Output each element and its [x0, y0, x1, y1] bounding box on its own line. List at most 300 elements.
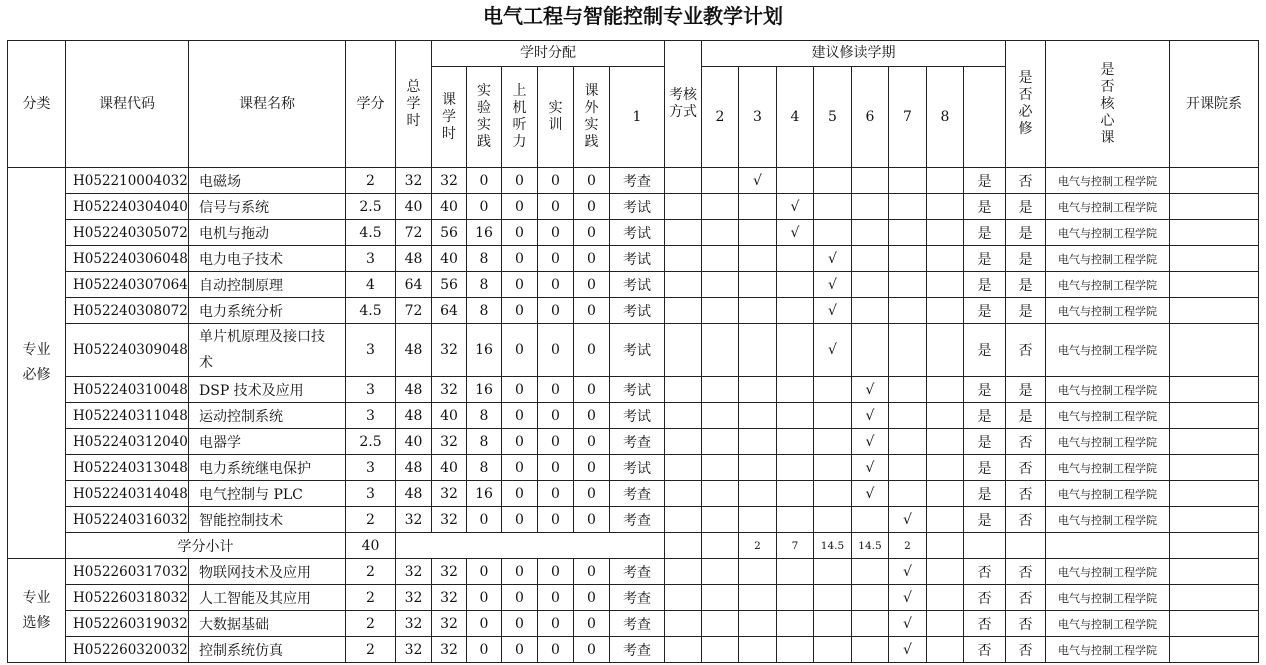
- department-cell: 电气与控制工程学院: [1046, 194, 1170, 220]
- semester-6-cell: [852, 168, 889, 194]
- required-cell: 否: [964, 585, 1006, 611]
- subtotal-blank-cell: [396, 533, 665, 559]
- course-name-cell: 智能控制技术: [189, 507, 346, 533]
- credit-cell: 3: [346, 377, 396, 403]
- credit-cell: 2: [346, 637, 396, 663]
- extra-hours-cell: 0: [574, 324, 610, 377]
- semester-1-cell: [665, 220, 702, 246]
- semester-4-cell: [777, 298, 814, 324]
- core-cell: 否: [1006, 559, 1046, 585]
- semester-2-cell: [702, 403, 739, 429]
- semester-7-cell: √: [889, 507, 927, 533]
- lecture-hours-cell: 32: [432, 585, 467, 611]
- semester-8-cell: [927, 194, 964, 220]
- semester-1-cell: [665, 585, 702, 611]
- semester-3-cell: [739, 429, 777, 455]
- semester-2-cell: [702, 559, 739, 585]
- course-code-cell: H052210004032: [66, 168, 189, 194]
- lecture-hours-cell: 56: [432, 220, 467, 246]
- extra-hours-cell: 0: [574, 507, 610, 533]
- training-hours-cell: 0: [538, 168, 574, 194]
- semester-7-cell: [889, 194, 927, 220]
- table-body: [8, 168, 1259, 663]
- course-code-cell: H052240306048: [66, 246, 189, 272]
- category-cell: 专业 选修: [8, 559, 66, 663]
- semester-7-cell: √: [889, 585, 927, 611]
- total-hours-cell: 72: [396, 220, 432, 246]
- semester-5-cell: [814, 481, 852, 507]
- semester-5-cell: [814, 455, 852, 481]
- semester-1-cell: [665, 194, 702, 220]
- credit-cell: 2: [346, 559, 396, 585]
- experiment-hours-cell: 16: [467, 220, 502, 246]
- semester-6-cell: [852, 559, 889, 585]
- experiment-hours-cell: 8: [467, 429, 502, 455]
- semester-3-cell: [739, 220, 777, 246]
- total-hours-cell: 32: [396, 637, 432, 663]
- computer-hours-cell: 0: [502, 298, 538, 324]
- total-hours-cell: 48: [396, 481, 432, 507]
- extra-hours-cell: 0: [574, 585, 610, 611]
- semester-6-cell: √: [852, 455, 889, 481]
- semester-5-cell: [814, 377, 852, 403]
- semester-1-cell: [665, 246, 702, 272]
- experiment-hours-cell: 8: [467, 246, 502, 272]
- semester-8-cell: [927, 298, 964, 324]
- semester-6-header: 6: [852, 67, 889, 168]
- teaching-plan-table: [7, 40, 1259, 663]
- semester-1-cell: [665, 637, 702, 663]
- core-cell: 是: [1006, 194, 1046, 220]
- assessment-header: 考核 方式: [665, 41, 702, 168]
- course-code-cell: H052240313048: [66, 455, 189, 481]
- semester-1-cell: [665, 429, 702, 455]
- subtotal-direction-cell: [1170, 533, 1259, 559]
- semester-3-cell: [739, 637, 777, 663]
- semester-4-header: 4: [777, 67, 814, 168]
- training-hours-cell: 0: [538, 429, 574, 455]
- semester-4-cell: √: [777, 194, 814, 220]
- semester-8-cell: [927, 272, 964, 298]
- department-cell: 电气与控制工程学院: [1046, 246, 1170, 272]
- credit-cell: 2.5: [346, 429, 396, 455]
- semester-1-cell: [665, 272, 702, 298]
- department-cell: 电气与控制工程学院: [1046, 585, 1170, 611]
- training-hours-cell: 0: [538, 324, 574, 377]
- semester-7-cell: [889, 246, 927, 272]
- direction-cell: [1170, 559, 1259, 585]
- experiment-hours-cell: 0: [467, 637, 502, 663]
- experiment-hours-cell: 0: [467, 168, 502, 194]
- category-header: 分类: [8, 41, 66, 168]
- assessment-cell: 考查: [610, 168, 665, 194]
- experiment-hours-cell: 8: [467, 272, 502, 298]
- semester-1-cell: [665, 377, 702, 403]
- core-cell: 是: [1006, 272, 1046, 298]
- experiment-hours-cell: 0: [467, 507, 502, 533]
- extra-hours-cell: 0: [574, 481, 610, 507]
- total-hours-cell: 32: [396, 507, 432, 533]
- table-row: [8, 637, 1259, 663]
- direction-cell: [1170, 220, 1259, 246]
- direction-cell: [1170, 377, 1259, 403]
- course-code-cell: H052240307064: [66, 272, 189, 298]
- computer-hours-cell: 0: [502, 455, 538, 481]
- semester-3-cell: [739, 481, 777, 507]
- computer-hours-cell: 0: [502, 611, 538, 637]
- semester-3-cell: [739, 507, 777, 533]
- assessment-cell: 考试: [610, 403, 665, 429]
- course-name-cell: 电气控制与 PLC: [189, 481, 346, 507]
- required-cell: 是: [964, 194, 1006, 220]
- course-name-cell: 人工智能及其应用: [189, 585, 346, 611]
- subtotal-semester-7-cell: 2: [889, 533, 927, 559]
- table-row: [8, 611, 1259, 637]
- experiment-hours-cell: 8: [467, 403, 502, 429]
- department-cell: 电气与控制工程学院: [1046, 507, 1170, 533]
- semester-3-cell: [739, 611, 777, 637]
- assessment-cell: 考查: [610, 429, 665, 455]
- table-row: [8, 194, 1259, 220]
- computer-hours-cell: 0: [502, 272, 538, 298]
- assessment-cell: 考试: [610, 377, 665, 403]
- semester-8-cell: [927, 637, 964, 663]
- required-cell: 是: [964, 455, 1006, 481]
- extra-hours-cell: 0: [574, 168, 610, 194]
- computer-header: 上 机 听 力: [502, 67, 538, 168]
- direction-cell: [1170, 585, 1259, 611]
- semester-3-header: 3: [739, 67, 777, 168]
- semester-2-header: 2: [702, 67, 739, 168]
- semester-7-cell: [889, 272, 927, 298]
- assessment-cell: 考试: [610, 298, 665, 324]
- direction-cell: [1170, 246, 1259, 272]
- subtotal-semester-2-cell: [702, 533, 739, 559]
- extra-practice-header: 课 外 实 践: [574, 67, 610, 168]
- subtotal-semester-5-cell: 14.5: [814, 533, 852, 559]
- extra-hours-cell: 0: [574, 611, 610, 637]
- lecture-hours-cell: 56: [432, 272, 467, 298]
- assessment-cell: 考查: [610, 611, 665, 637]
- extra-hours-cell: 0: [574, 559, 610, 585]
- credit-header: 学分: [346, 41, 396, 168]
- experiment-hours-cell: 16: [467, 481, 502, 507]
- semester-1-cell: [665, 481, 702, 507]
- required-header: 是 否 必 修: [1006, 41, 1046, 168]
- semester-2-cell: [702, 324, 739, 377]
- lecture-hours-cell: 32: [432, 637, 467, 663]
- core-cell: 否: [1006, 585, 1046, 611]
- name-header: 课程名称: [189, 41, 346, 168]
- semester-1-header: 1: [610, 67, 665, 168]
- training-hours-cell: 0: [538, 507, 574, 533]
- semester-8-cell: [927, 481, 964, 507]
- computer-hours-cell: 0: [502, 377, 538, 403]
- hours-group-header: 学时分配: [432, 41, 665, 67]
- lecture-hours-cell: 32: [432, 324, 467, 377]
- course-name-cell: 电磁场: [189, 168, 346, 194]
- subtotal-core-cell: [1006, 533, 1046, 559]
- assessment-cell: 考查: [610, 559, 665, 585]
- training-header: 实 训: [538, 67, 574, 168]
- semester-6-cell: [852, 585, 889, 611]
- total-hours-cell: 64: [396, 272, 432, 298]
- lecture-hours-cell: 32: [432, 559, 467, 585]
- subtotal-semester-4-cell: 7: [777, 533, 814, 559]
- core-cell: 否: [1006, 637, 1046, 663]
- semester-5-cell: [814, 168, 852, 194]
- semester-8-cell: [927, 220, 964, 246]
- semester-1-cell: [665, 507, 702, 533]
- lecture-hours-cell: 40: [432, 246, 467, 272]
- required-cell: 是: [964, 429, 1006, 455]
- semester-7-cell: [889, 324, 927, 377]
- total-hours-cell: 32: [396, 611, 432, 637]
- course-code-cell: H052240309048: [66, 324, 189, 377]
- lecture-hours-cell: 32: [432, 611, 467, 637]
- total-hours-cell: 48: [396, 377, 432, 403]
- required-cell: 是: [964, 298, 1006, 324]
- semester-5-cell: [814, 611, 852, 637]
- semester-4-cell: [777, 585, 814, 611]
- semester-3-cell: [739, 585, 777, 611]
- direction-cell: [1170, 403, 1259, 429]
- credit-cell: 2: [346, 507, 396, 533]
- required-cell: 是: [964, 324, 1006, 377]
- core-header: 是 否 核 心 课: [1046, 41, 1170, 168]
- semester-4-cell: [777, 481, 814, 507]
- lecture-hours-cell: 32: [432, 481, 467, 507]
- course-name-cell: 电力系统分析: [189, 298, 346, 324]
- semester-1-cell: [665, 168, 702, 194]
- department-cell: 电气与控制工程学院: [1046, 272, 1170, 298]
- subtotal-semester-3-cell: 2: [739, 533, 777, 559]
- training-hours-cell: 0: [538, 246, 574, 272]
- course-name-cell: 自动控制原理: [189, 272, 346, 298]
- direction-cell: [1170, 272, 1259, 298]
- core-cell: 否: [1006, 455, 1046, 481]
- semester-3-cell: [739, 377, 777, 403]
- core-cell: 否: [1006, 324, 1046, 377]
- direction-cell: [1170, 481, 1259, 507]
- assessment-cell: 考查: [610, 637, 665, 663]
- course-code-cell: H052260317032: [66, 559, 189, 585]
- experiment-hours-cell: 8: [467, 455, 502, 481]
- semester-1-cell: [665, 324, 702, 377]
- department-cell: 电气与控制工程学院: [1046, 324, 1170, 377]
- total-hours-cell: 32: [396, 559, 432, 585]
- semester-2-cell: [702, 455, 739, 481]
- semester-8-cell: [927, 559, 964, 585]
- semester-3-cell: √: [739, 168, 777, 194]
- credit-cell: 2.5: [346, 194, 396, 220]
- credit-cell: 4.5: [346, 220, 396, 246]
- semester-4-cell: [777, 637, 814, 663]
- semester-6-cell: √: [852, 481, 889, 507]
- extra-hours-cell: 0: [574, 637, 610, 663]
- assessment-cell: 考试: [610, 272, 665, 298]
- training-hours-cell: 0: [538, 455, 574, 481]
- extra-hours-cell: 0: [574, 377, 610, 403]
- semester-5-cell: [814, 194, 852, 220]
- training-hours-cell: 0: [538, 377, 574, 403]
- semester-7-header: 7: [889, 67, 927, 168]
- core-cell: 是: [1006, 220, 1046, 246]
- department-cell: 电气与控制工程学院: [1046, 455, 1170, 481]
- credit-cell: 4.5: [346, 298, 396, 324]
- core-cell: 否: [1006, 611, 1046, 637]
- extra-hours-cell: 0: [574, 194, 610, 220]
- semester-5-cell: [814, 559, 852, 585]
- semester-8-cell: [927, 403, 964, 429]
- computer-hours-cell: 0: [502, 246, 538, 272]
- semester-3-cell: [739, 324, 777, 377]
- required-cell: 是: [964, 168, 1006, 194]
- experiment-header: 实 验 实 践: [467, 67, 502, 168]
- lecture-hours-cell: 32: [432, 168, 467, 194]
- credit-cell: 2: [346, 168, 396, 194]
- extra-hours-cell: 0: [574, 298, 610, 324]
- training-hours-cell: 0: [538, 220, 574, 246]
- assessment-cell: 考查: [610, 585, 665, 611]
- lecture-hours-cell: 40: [432, 455, 467, 481]
- table-row: [8, 481, 1259, 507]
- table-row: [8, 272, 1259, 298]
- required-cell: 是: [964, 507, 1006, 533]
- total-hours-cell: 48: [396, 455, 432, 481]
- assessment-cell: 考试: [610, 455, 665, 481]
- semester-8-cell: [927, 611, 964, 637]
- semester-5-cell: [814, 220, 852, 246]
- core-cell: 是: [1006, 377, 1046, 403]
- course-code-cell: H052240304040: [66, 194, 189, 220]
- table-row: [8, 324, 1259, 377]
- total-hours-cell: 72: [396, 298, 432, 324]
- semester-2-cell: [702, 298, 739, 324]
- semester-7-cell: [889, 403, 927, 429]
- experiment-hours-cell: 0: [467, 559, 502, 585]
- semester-4-cell: [777, 455, 814, 481]
- table-row: [8, 246, 1259, 272]
- semester-8-cell: [927, 429, 964, 455]
- semester-5-cell: [814, 507, 852, 533]
- semester-2-cell: [702, 168, 739, 194]
- department-cell: 电气与控制工程学院: [1046, 403, 1170, 429]
- semester-7-cell: [889, 298, 927, 324]
- semester-3-cell: [739, 455, 777, 481]
- semester-2-cell: [702, 272, 739, 298]
- total-hours-cell: 48: [396, 246, 432, 272]
- extra-hours-cell: 0: [574, 403, 610, 429]
- table-row: [8, 220, 1259, 246]
- semester-1-cell: [665, 298, 702, 324]
- required-cell: 是: [964, 403, 1006, 429]
- semester-3-cell: [739, 272, 777, 298]
- credit-cell: 3: [346, 481, 396, 507]
- training-hours-cell: 0: [538, 611, 574, 637]
- total-hours-cell: 48: [396, 324, 432, 377]
- table-row: [8, 298, 1259, 324]
- semester-6-cell: [852, 637, 889, 663]
- semester-5-header: 5: [814, 67, 852, 168]
- total-hours-cell: 40: [396, 194, 432, 220]
- computer-hours-cell: 0: [502, 481, 538, 507]
- training-hours-cell: 0: [538, 559, 574, 585]
- semester-7-cell: √: [889, 559, 927, 585]
- semester-3-cell: [739, 194, 777, 220]
- semester-7-cell: [889, 481, 927, 507]
- course-code-cell: H052260318032: [66, 585, 189, 611]
- table-row: [8, 377, 1259, 403]
- training-hours-cell: 0: [538, 298, 574, 324]
- subtotal-row: [8, 533, 1259, 559]
- page-title: 电气工程与智能控制专业教学计划: [483, 4, 783, 28]
- table-header: [8, 41, 1259, 168]
- semester-3-cell: [739, 403, 777, 429]
- required-cell: 是: [964, 246, 1006, 272]
- direction-cell: [1170, 429, 1259, 455]
- extra-hours-cell: 0: [574, 429, 610, 455]
- department-cell: 电气与控制工程学院: [1046, 611, 1170, 637]
- computer-hours-cell: 0: [502, 429, 538, 455]
- extra-hours-cell: 0: [574, 220, 610, 246]
- subtotal-semester-8-cell: [927, 533, 964, 559]
- department-cell: 电气与控制工程学院: [1046, 377, 1170, 403]
- credit-cell: 2: [346, 611, 396, 637]
- required-cell: 否: [964, 637, 1006, 663]
- required-cell: 是: [964, 481, 1006, 507]
- total-hours-cell: 48: [396, 403, 432, 429]
- semester-2-cell: [702, 611, 739, 637]
- core-cell: 否: [1006, 481, 1046, 507]
- required-cell: 是: [964, 220, 1006, 246]
- code-header: 课程代码: [66, 41, 189, 168]
- semester-8-header: 8: [927, 67, 964, 168]
- course-name-cell: 信号与系统: [189, 194, 346, 220]
- direction-cell: [1170, 507, 1259, 533]
- semester-2-cell: [702, 194, 739, 220]
- direction-cell: [1170, 455, 1259, 481]
- assessment-cell: 考试: [610, 246, 665, 272]
- training-hours-cell: 0: [538, 403, 574, 429]
- course-name-cell: 电机与拖动: [189, 220, 346, 246]
- assessment-cell: 考查: [610, 481, 665, 507]
- lecture-hours-cell: 32: [432, 507, 467, 533]
- semester-8-cell: [927, 377, 964, 403]
- semester-6-cell: [852, 507, 889, 533]
- semester-1-cell: [665, 455, 702, 481]
- computer-hours-cell: 0: [502, 220, 538, 246]
- direction-cell: [1170, 324, 1259, 377]
- course-name-cell: 控制系统仿真: [189, 637, 346, 663]
- course-name-cell: 电器学: [189, 429, 346, 455]
- experiment-hours-cell: 0: [467, 194, 502, 220]
- semester-7-cell: [889, 455, 927, 481]
- required-cell: 是: [964, 272, 1006, 298]
- total-hours-cell: 40: [396, 429, 432, 455]
- semester-8-cell: [927, 455, 964, 481]
- course-code-cell: H052240305072: [66, 220, 189, 246]
- semester-6-cell: [852, 272, 889, 298]
- course-name-cell: 单片机原理及接口技 术: [189, 324, 346, 377]
- semester-4-cell: [777, 324, 814, 377]
- computer-hours-cell: 0: [502, 168, 538, 194]
- department-cell: 电气与控制工程学院: [1046, 429, 1170, 455]
- lecture-hours-cell: 40: [432, 403, 467, 429]
- total-hours-header: 总 学 时: [396, 41, 432, 168]
- course-code-cell: H052240311048: [66, 403, 189, 429]
- course-code-cell: H052240312040: [66, 429, 189, 455]
